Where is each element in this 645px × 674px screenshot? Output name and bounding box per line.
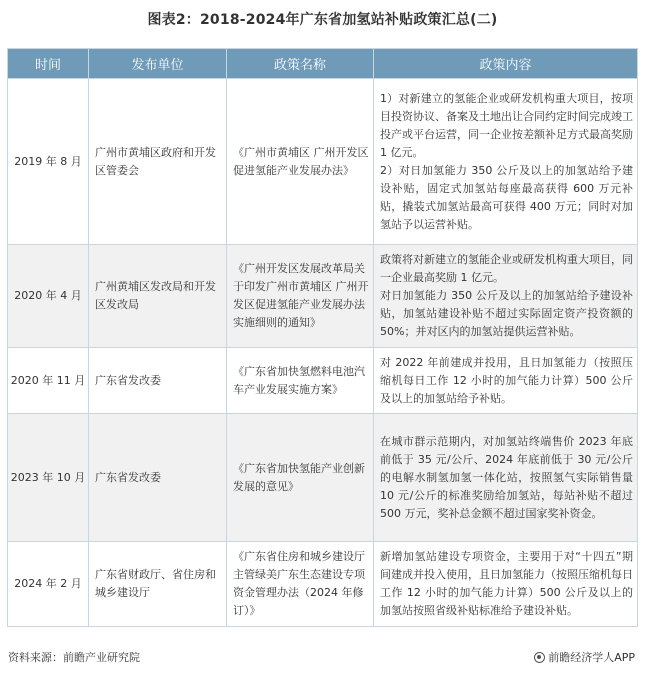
row-policy-name: 《广州市黄埔区 广州开发区促进氢能产业发展办法》 bbox=[227, 79, 374, 245]
table-row bbox=[8, 348, 638, 414]
row-time: 2020 年 4 月 bbox=[8, 245, 89, 348]
row-content-paragraph: 在城市群示范期内，对加氢站终端售价 2023 年底前低于 35 元/公斤、2024 年底前低于 30 元/公斤的电解水制氢加氢一体化站，按照氢气实际销售量 10 元/公斤的标准奖励给加氢站，每站补贴不超过 500 万元，奖补总金额不超过国家奖补资金。 bbox=[380, 434, 633, 520]
row-time: 2020 年 11 月 bbox=[8, 348, 89, 414]
row-content bbox=[374, 414, 638, 542]
row-unit: 广东省财政厅、省住房和城乡建设厅 bbox=[89, 542, 227, 627]
row-content bbox=[374, 79, 638, 245]
header-content: 政策内容 bbox=[374, 49, 638, 79]
table-row bbox=[8, 79, 638, 245]
row-content bbox=[374, 348, 638, 414]
table-row bbox=[8, 245, 638, 348]
row-content bbox=[374, 542, 638, 627]
row-content-paragraph: 2）对日加氢能力 350 公斤及以上的加氢站给予建设补贴，固定式加氢站每座最高获得 600 万元补贴，撬装式加氢站最高可获得 400 万元；同时对加氢站予以运营补贴。 bbox=[380, 163, 633, 231]
page-title: 图表2：2018-2024年广东省加氢站补贴政策汇总(二) bbox=[147, 12, 498, 28]
brand-name: 前瞻经济学人APP bbox=[548, 651, 635, 664]
table-row bbox=[8, 542, 638, 627]
row-unit: 广州市黄埔区政府和开发区管委会 bbox=[89, 79, 227, 245]
row-unit: 广东省发改委 bbox=[89, 348, 227, 414]
header-time: 时间 bbox=[8, 49, 89, 79]
row-content-paragraph: 对 2022 年前建成并投用，且日加氢能力（按照压缩机每日工作 12 小时的加气能力计算）500 公斤及以上的加氢站给予补贴。 bbox=[380, 355, 633, 405]
row-policy-name: 《广东省住房和城乡建设厅主管绿美广东生态建设专项资金管理办法（2024 年修订）》 bbox=[227, 542, 374, 627]
brand-credit bbox=[534, 649, 635, 665]
row-time: 2019 年 8 月 bbox=[8, 79, 89, 245]
qianzhan-logo-icon bbox=[534, 652, 545, 663]
policy-table bbox=[7, 48, 638, 627]
header-unit: 发布单位 bbox=[89, 49, 227, 79]
row-content-paragraph: 新增加氢站建设专项资金，主要用于对“十四五”期间建成并投入使用，且日加氢能力（按照压缩机每日工作 12 小时的加气能力计算）500 公斤及以上的加氢站按照省级补贴标准给予建设补贴。 bbox=[380, 550, 633, 617]
row-content-paragraph: 1）对新建立的氢能企业或研发机构重大项目，按项目投资协议、备案及土地出让合同约定时间完成竣工投产或平台运营，同一企业按差额补足方式最高奖励 1 亿元。 bbox=[380, 91, 633, 159]
table-row bbox=[8, 414, 638, 542]
row-content-paragraph: 政策将对新建立的氢能企业或研发机构重大项目，同一企业最高奖励 1 亿元。 bbox=[380, 253, 633, 284]
header-name: 政策名称 bbox=[227, 49, 374, 79]
row-content bbox=[374, 245, 638, 348]
row-time: 2023 年 10 月 bbox=[8, 414, 89, 542]
table-header-row bbox=[8, 49, 638, 79]
row-time: 2024 年 2 月 bbox=[8, 542, 89, 627]
row-content-paragraph: 对日加氢能力 350 公斤及以上的加氢站给予建设补贴，加氢站建设补贴不超过实际固定资产投资额的 50%；并对区内的加氢站提供运营补贴。 bbox=[380, 289, 633, 338]
row-policy-name: 《广东省加快氢能产业创新发展的意见》 bbox=[227, 414, 374, 542]
row-policy-name: 《广州开发区发展改革局关于印发广州市黄埔区 广州开发区促进氢能产业发展办法实施细则的通知》 bbox=[227, 245, 374, 348]
row-policy-name: 《广东省加快氢燃料电池汽车产业发展实施方案》 bbox=[227, 348, 374, 414]
source-note: 资料来源：前瞻产业研究院 bbox=[8, 651, 140, 664]
row-unit: 广州黄埔区发改局和开发区发改局 bbox=[89, 245, 227, 348]
row-unit: 广东省发改委 bbox=[89, 414, 227, 542]
